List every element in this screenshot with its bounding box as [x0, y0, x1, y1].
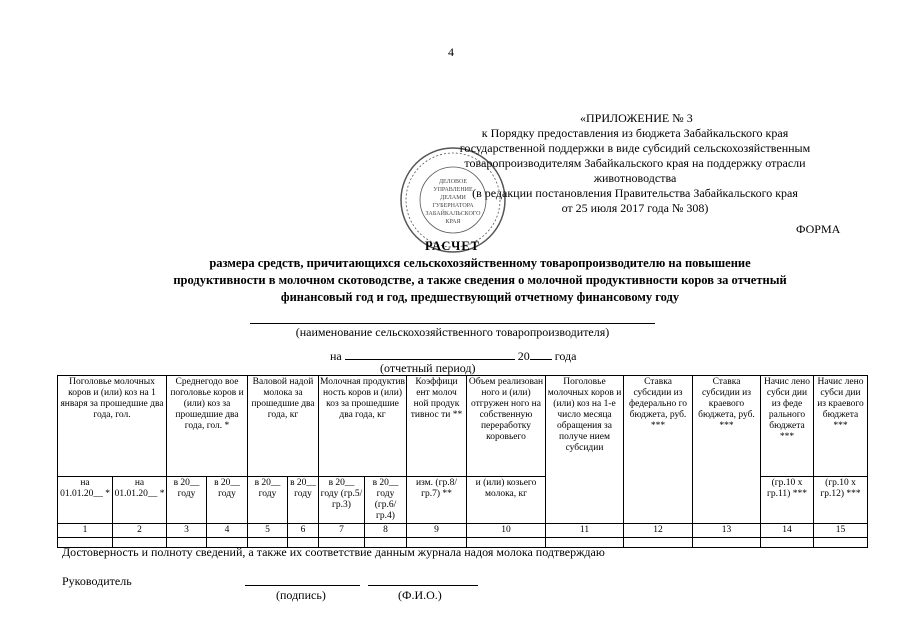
- data-cell[interactable]: [693, 538, 761, 548]
- header-cell: Валовой надой молока за прошедшие два года, кг: [248, 376, 319, 477]
- subheader-cell: и (или) козьего молока, кг: [467, 477, 546, 524]
- subheader-cell: в 20__ году: [207, 477, 248, 524]
- order-line: к Порядку предоставления из бюджета Забайкальского края: [481, 126, 789, 140]
- column-number: 13: [693, 524, 761, 538]
- subheader-cell: в 20__ году (гр.5/гр.3): [319, 477, 365, 524]
- order-reference: [420, 126, 850, 216]
- fio-line[interactable]: [368, 585, 478, 586]
- period-caption: (отчетный период): [380, 361, 476, 375]
- producer-caption: (наименование сельскохозяйственного товаропроизводителя): [295, 325, 610, 339]
- year-blank[interactable]: [530, 348, 552, 360]
- data-cell[interactable]: [814, 538, 868, 548]
- subheader-cell: в 20__ году: [288, 477, 319, 524]
- subtitle-line: продуктивности в молочном скотоводстве, а также сведения о молочной продуктивности коров за отчетный: [173, 273, 787, 287]
- header-cell: Среднегодо вое поголовье коров и (или) коз за прошедшие два года, гол. *: [167, 376, 248, 477]
- document-subtitle: [40, 255, 905, 306]
- subheader-cell: в 20__ году (гр.6/гр.4): [365, 477, 407, 524]
- header-cell: Ставка субсидии из краевого бюджета, руб. ***: [693, 376, 761, 524]
- signature-line[interactable]: [245, 585, 360, 586]
- column-number: 15: [814, 524, 868, 538]
- subtitle-line: размера средств, причитающихся сельскохозяйственному товаропроизводителю на повышение: [209, 256, 751, 270]
- stamp-line: ГУБЕРНАТОРА: [432, 203, 474, 209]
- stamp-line: КРАЯ: [445, 219, 461, 225]
- subheader-cell: на 01.01.20__ *: [58, 477, 113, 524]
- header-cell: Молочная продуктив ность коров и (или) коз за прошедшие два года, кг: [319, 376, 407, 477]
- column-number: 9: [407, 524, 467, 538]
- subheader-cell: на 01.01.20__ *: [113, 477, 167, 524]
- header-cell: Поголовье молочных коров и (или) коз на 1 января за прошедшие два года, гол.: [58, 376, 167, 477]
- period-suffix: года: [554, 349, 577, 363]
- producer-name-line[interactable]: [250, 323, 655, 324]
- column-number: 7: [319, 524, 365, 538]
- subtitle-line: финансовый год и год, предшествующий отчетному финансовому году: [280, 290, 680, 304]
- subheader-cell: (гр.10 х гр.12) ***: [814, 477, 868, 524]
- order-line: (в редакции постановления Правительства Забайкальского края: [472, 186, 798, 200]
- calculation-table: [57, 375, 868, 548]
- column-number: 8: [365, 524, 407, 538]
- header-cell: Начис лено субси дии из феде рального бюджета ***: [761, 376, 814, 477]
- data-cell[interactable]: [761, 538, 814, 548]
- period-blank[interactable]: [345, 348, 515, 360]
- column-number: 6: [288, 524, 319, 538]
- column-number: 10: [467, 524, 546, 538]
- header-cell: Коэффици ент молоч ной продук тивнос ти **: [407, 376, 467, 477]
- confirmation-text: Достоверность и полноту сведений, а также их соответствие данным журнала надоя молока подтверждаю: [62, 545, 605, 559]
- header-cell: Начис лено субси дии из краевого бюджета ***: [814, 376, 868, 477]
- subheader-cell: (гр.10 х гр.11) ***: [761, 477, 814, 524]
- stamp-line: ЗАБАЙКАЛЬСКОГО: [425, 211, 481, 217]
- fio-caption: (Ф.И.О.): [398, 588, 442, 602]
- header-cell: Поголовье молочных коров и (или) коз на 1-е число месяца обращения за получе нием субсидии: [546, 376, 624, 524]
- period-year-prefix: 20: [517, 349, 530, 363]
- column-number-row: [58, 524, 868, 538]
- data-cell[interactable]: [624, 538, 693, 548]
- column-number: 4: [207, 524, 248, 538]
- stamp-line: ДЕЛОВОЕ: [438, 179, 468, 185]
- subheader-cell: в 20__ году: [167, 477, 207, 524]
- column-number: 1: [58, 524, 113, 538]
- order-line: государственной поддержки в виде субсидий сельскохозяйственным: [459, 141, 811, 155]
- appendix-label: «ПРИЛОЖЕНИЕ № 3: [580, 111, 693, 125]
- column-number: 14: [761, 524, 814, 538]
- document-title: РАСЧЕТ: [424, 239, 480, 253]
- signature-caption: (подпись): [276, 588, 326, 602]
- column-number: 3: [167, 524, 207, 538]
- stamp-line: ДЕЛАМИ: [440, 195, 466, 201]
- head-label: Руководитель: [62, 574, 132, 588]
- column-number: 2: [113, 524, 167, 538]
- stamp-line: УПРАВЛЕНИЕ: [433, 187, 473, 193]
- column-number: 11: [546, 524, 624, 538]
- column-number: 12: [624, 524, 693, 538]
- header-row: [58, 376, 868, 477]
- column-number: 5: [248, 524, 288, 538]
- period-prefix: на: [330, 349, 342, 363]
- order-line: от 25 июля 2017 года № 308): [561, 201, 709, 215]
- order-line: товаропроизводителям Забайкальского края на поддержку отрасли: [464, 156, 806, 170]
- order-line: животноводства: [593, 171, 677, 185]
- subheader-cell: в 20__ году: [248, 477, 288, 524]
- page-number: 4: [448, 45, 454, 59]
- subheader-cell: изм. (гр.8/ гр.7) **: [407, 477, 467, 524]
- header-cell: Ставка субсидии из федерально го бюджета, руб. ***: [624, 376, 693, 524]
- form-label: ФОРМА: [796, 222, 841, 236]
- header-cell: Объем реализован ного и (или) отгружен ного на собственную переработку коровьего: [467, 376, 546, 477]
